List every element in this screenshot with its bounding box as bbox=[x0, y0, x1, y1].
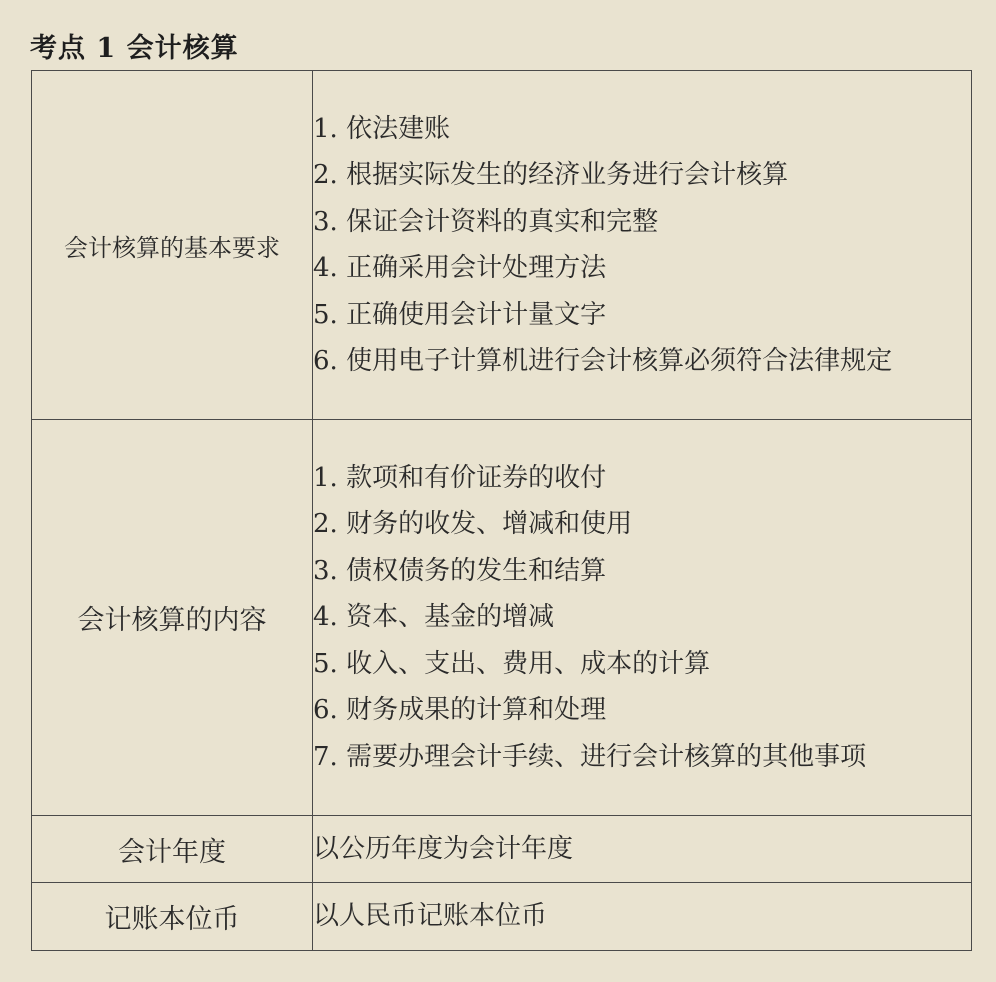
row-content bbox=[313, 420, 972, 816]
table-row bbox=[32, 816, 972, 883]
list-item: 2. 财务的收发、增减和使用 bbox=[313, 509, 633, 540]
row-label: 记账本位币 bbox=[32, 883, 313, 951]
page-title: 考点 1 会计核算 bbox=[30, 33, 239, 64]
list-item: 6. 使用电子计算机进行会计核算必须符合法律规定 bbox=[313, 346, 893, 376]
row-content bbox=[313, 883, 972, 951]
list-item: 1. 款项和有价证券的收付 bbox=[313, 462, 607, 493]
list-item: 1. 依法建账 bbox=[313, 113, 451, 144]
row-label: 会计核算的基本要求 bbox=[32, 71, 313, 420]
list-item: 6. 财务成果的计算和处理 bbox=[313, 695, 607, 726]
list-item: 3. 保证会计资料的真实和完整 bbox=[313, 206, 659, 237]
row-content bbox=[313, 816, 972, 883]
table-row bbox=[32, 71, 972, 420]
list-item: 2. 根据实际发生的经济业务进行会计核算 bbox=[313, 160, 789, 190]
list-item: 4. 资本、基金的增减 bbox=[313, 602, 555, 633]
table-row bbox=[32, 420, 972, 816]
list-item: 3. 债权债务的发生和结算 bbox=[313, 555, 607, 586]
row-content bbox=[313, 71, 972, 420]
list-item: 5. 收入、支出、费用、成本的计算 bbox=[313, 648, 711, 679]
list-item: 5. 正确使用会计计量文字 bbox=[313, 299, 607, 330]
accounting-table bbox=[31, 70, 972, 951]
list-item: 7. 需要办理会计手续、进行会计核算的其他事项 bbox=[313, 741, 867, 772]
row-label: 会计核算的内容 bbox=[32, 420, 313, 816]
list-item: 以人民币记账本位币 bbox=[313, 901, 548, 932]
list-item: 4. 正确采用会计处理方法 bbox=[313, 253, 607, 283]
list-item: 以公历年度为会计年度 bbox=[313, 833, 574, 864]
table-row bbox=[32, 883, 972, 951]
row-label: 会计年度 bbox=[32, 816, 313, 883]
